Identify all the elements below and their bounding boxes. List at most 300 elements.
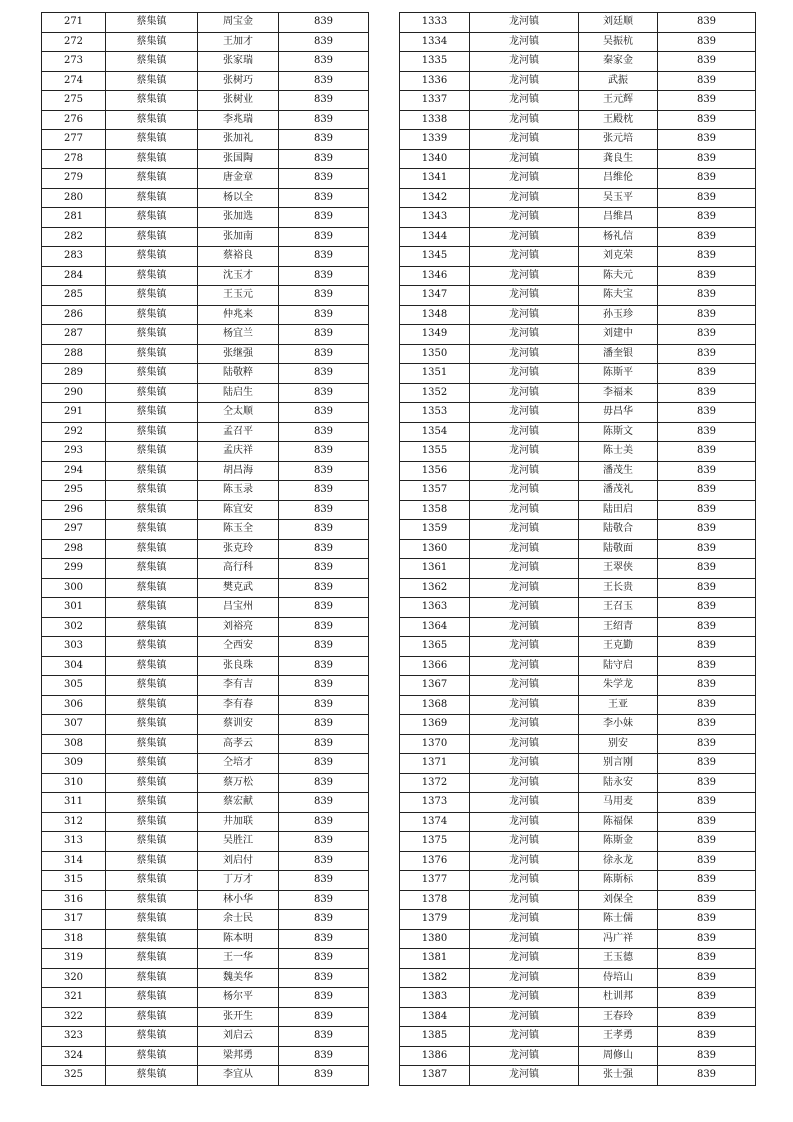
table-row [400, 851, 756, 871]
cell-row-number: 1349 [400, 325, 470, 345]
cell-row-number: 286 [42, 305, 106, 325]
cell-row-number: 279 [42, 169, 106, 189]
table-row [42, 910, 369, 930]
table-row [42, 1007, 369, 1027]
cell-person-name: 张树巧 [198, 71, 279, 91]
cell-row-number: 1347 [400, 286, 470, 306]
cell-amount: 839 [658, 988, 756, 1008]
cell-town-name: 龙河镇 [470, 890, 579, 910]
table-row [400, 559, 756, 579]
cell-row-number: 302 [42, 617, 106, 637]
cell-row-number: 271 [42, 13, 106, 33]
cell-amount: 839 [279, 500, 369, 520]
cell-amount: 839 [279, 617, 369, 637]
cell-person-name: 杨尔平 [198, 988, 279, 1008]
cell-row-number: 317 [42, 910, 106, 930]
cell-row-number: 287 [42, 325, 106, 345]
cell-town-name: 蔡集镇 [106, 734, 198, 754]
cell-town-name: 蔡集镇 [106, 149, 198, 169]
cell-person-name: 杜训邦 [579, 988, 658, 1008]
cell-row-number: 315 [42, 871, 106, 891]
table-row [400, 1007, 756, 1027]
cell-amount: 839 [279, 1046, 369, 1066]
cell-town-name: 蔡集镇 [106, 949, 198, 969]
cell-person-name: 陈玉全 [198, 520, 279, 540]
cell-row-number: 318 [42, 929, 106, 949]
table-row [400, 520, 756, 540]
cell-town-name: 龙河镇 [470, 286, 579, 306]
cell-town-name: 蔡集镇 [106, 169, 198, 189]
table-row [42, 325, 369, 345]
cell-amount: 839 [658, 403, 756, 423]
cell-row-number: 1375 [400, 832, 470, 852]
cell-town-name: 蔡集镇 [106, 1046, 198, 1066]
cell-row-number: 1343 [400, 208, 470, 228]
cell-row-number: 301 [42, 598, 106, 618]
cell-amount: 839 [658, 266, 756, 286]
cell-person-name: 别言刚 [579, 754, 658, 774]
cell-town-name: 龙河镇 [470, 734, 579, 754]
cell-amount: 839 [279, 286, 369, 306]
cell-amount: 839 [279, 422, 369, 442]
cell-row-number: 1346 [400, 266, 470, 286]
cell-row-number: 1361 [400, 559, 470, 579]
cell-person-name: 张元培 [579, 130, 658, 150]
cell-row-number: 296 [42, 500, 106, 520]
cell-row-number: 1348 [400, 305, 470, 325]
cell-person-name: 刘裕亮 [198, 617, 279, 637]
cell-row-number: 276 [42, 110, 106, 130]
cell-amount: 839 [658, 500, 756, 520]
table-row [400, 422, 756, 442]
cell-town-name: 蔡集镇 [106, 812, 198, 832]
cell-town-name: 龙河镇 [470, 715, 579, 735]
table-row [42, 188, 369, 208]
cell-person-name: 张国陶 [198, 149, 279, 169]
table-row [400, 832, 756, 852]
cell-amount: 839 [658, 52, 756, 72]
cell-row-number: 1387 [400, 1066, 470, 1086]
cell-amount: 839 [658, 32, 756, 52]
cell-amount: 839 [279, 364, 369, 384]
cell-person-name: 王召玉 [579, 598, 658, 618]
cell-town-name: 龙河镇 [470, 754, 579, 774]
cell-person-name: 王长贵 [579, 578, 658, 598]
cell-person-name: 王亚 [579, 695, 658, 715]
cell-person-name: 杨以全 [198, 188, 279, 208]
cell-amount: 839 [658, 91, 756, 111]
cell-row-number: 1365 [400, 637, 470, 657]
cell-person-name: 陈斯文 [579, 422, 658, 442]
table-row [42, 461, 369, 481]
cell-person-name: 陈士美 [579, 442, 658, 462]
cell-amount: 839 [279, 676, 369, 696]
cell-row-number: 273 [42, 52, 106, 72]
cell-town-name: 龙河镇 [470, 1027, 579, 1047]
cell-row-number: 272 [42, 32, 106, 52]
cell-row-number: 316 [42, 890, 106, 910]
cell-row-number: 1334 [400, 32, 470, 52]
cell-person-name: 周修山 [579, 1046, 658, 1066]
cell-town-name: 龙河镇 [470, 227, 579, 247]
cell-amount: 839 [279, 637, 369, 657]
cell-person-name: 吴玉平 [579, 188, 658, 208]
cell-person-name: 陈斯平 [579, 364, 658, 384]
table-row [42, 32, 369, 52]
cell-town-name: 龙河镇 [470, 32, 579, 52]
cell-person-name: 武振 [579, 71, 658, 91]
cell-amount: 839 [658, 949, 756, 969]
cell-amount: 839 [279, 598, 369, 618]
cell-town-name: 龙河镇 [470, 968, 579, 988]
cell-row-number: 1354 [400, 422, 470, 442]
cell-row-number: 311 [42, 793, 106, 813]
table-row [42, 676, 369, 696]
cell-person-name: 龚良生 [579, 149, 658, 169]
cell-amount: 839 [279, 149, 369, 169]
cell-amount: 839 [658, 539, 756, 559]
cell-person-name: 唐金章 [198, 169, 279, 189]
cell-person-name: 张加南 [198, 227, 279, 247]
cell-row-number: 1352 [400, 383, 470, 403]
cell-person-name: 侍培山 [579, 968, 658, 988]
cell-person-name: 吴振杭 [579, 32, 658, 52]
table-row [42, 929, 369, 949]
cell-town-name: 龙河镇 [470, 676, 579, 696]
table-row [42, 481, 369, 501]
cell-amount: 839 [658, 715, 756, 735]
cell-amount: 839 [279, 188, 369, 208]
cell-town-name: 龙河镇 [470, 929, 579, 949]
table-row [400, 793, 756, 813]
cell-person-name: 孟庆祥 [198, 442, 279, 462]
cell-row-number: 303 [42, 637, 106, 657]
cell-town-name: 蔡集镇 [106, 890, 198, 910]
cell-amount: 839 [658, 520, 756, 540]
table-row [400, 676, 756, 696]
cell-row-number: 1377 [400, 871, 470, 891]
table-row [400, 910, 756, 930]
cell-person-name: 胡昌海 [198, 461, 279, 481]
cell-town-name: 龙河镇 [470, 851, 579, 871]
cell-row-number: 1357 [400, 481, 470, 501]
cell-amount: 839 [279, 715, 369, 735]
cell-row-number: 277 [42, 130, 106, 150]
cell-town-name: 蔡集镇 [106, 247, 198, 267]
table-row [42, 559, 369, 579]
cell-person-name: 陈福保 [579, 812, 658, 832]
cell-person-name: 蔡万松 [198, 773, 279, 793]
cell-amount: 839 [658, 598, 756, 618]
cell-amount: 839 [279, 325, 369, 345]
cell-row-number: 1362 [400, 578, 470, 598]
cell-amount: 839 [658, 656, 756, 676]
cell-amount: 839 [279, 968, 369, 988]
cell-town-name: 蔡集镇 [106, 71, 198, 91]
cell-town-name: 龙河镇 [470, 520, 579, 540]
cell-row-number: 305 [42, 676, 106, 696]
cell-amount: 839 [279, 130, 369, 150]
cell-amount: 839 [279, 247, 369, 267]
cell-amount: 839 [658, 773, 756, 793]
cell-person-name: 潘奎银 [579, 344, 658, 364]
left-table-body [42, 13, 369, 1086]
left-table [41, 12, 369, 1086]
table-row [42, 754, 369, 774]
table-row [42, 715, 369, 735]
cell-person-name: 徐永龙 [579, 851, 658, 871]
cell-row-number: 1353 [400, 403, 470, 423]
table-row [400, 13, 756, 33]
table-row [42, 305, 369, 325]
table-row [42, 344, 369, 364]
cell-row-number: 314 [42, 851, 106, 871]
cell-town-name: 蔡集镇 [106, 32, 198, 52]
cell-town-name: 蔡集镇 [106, 520, 198, 540]
cell-town-name: 蔡集镇 [106, 344, 198, 364]
cell-person-name: 蔡训安 [198, 715, 279, 735]
cell-amount: 839 [658, 734, 756, 754]
cell-amount: 839 [658, 812, 756, 832]
cell-row-number: 293 [42, 442, 106, 462]
table-row [42, 539, 369, 559]
table-row [42, 968, 369, 988]
cell-town-name: 龙河镇 [470, 1046, 579, 1066]
cell-row-number: 292 [42, 422, 106, 442]
cell-amount: 839 [279, 169, 369, 189]
cell-amount: 839 [279, 442, 369, 462]
cell-town-name: 龙河镇 [470, 422, 579, 442]
table-row [400, 208, 756, 228]
cell-person-name: 王春玲 [579, 1007, 658, 1027]
cell-person-name: 秦家金 [579, 52, 658, 72]
cell-amount: 839 [279, 812, 369, 832]
cell-amount: 839 [279, 461, 369, 481]
cell-person-name: 朱学龙 [579, 676, 658, 696]
cell-person-name: 王加才 [198, 32, 279, 52]
cell-row-number: 283 [42, 247, 106, 267]
cell-person-name: 张加礼 [198, 130, 279, 150]
table-row [400, 344, 756, 364]
table-row [400, 734, 756, 754]
cell-amount: 839 [279, 52, 369, 72]
cell-amount: 839 [279, 403, 369, 423]
cell-row-number: 307 [42, 715, 106, 735]
cell-person-name: 陈宜安 [198, 500, 279, 520]
cell-town-name: 龙河镇 [470, 344, 579, 364]
cell-row-number: 319 [42, 949, 106, 969]
cell-person-name: 别安 [579, 734, 658, 754]
cell-amount: 839 [658, 910, 756, 930]
cell-row-number: 300 [42, 578, 106, 598]
cell-town-name: 蔡集镇 [106, 637, 198, 657]
table-row [400, 32, 756, 52]
cell-person-name: 蔡宏献 [198, 793, 279, 813]
cell-row-number: 290 [42, 383, 106, 403]
cell-row-number: 291 [42, 403, 106, 423]
cell-row-number: 304 [42, 656, 106, 676]
cell-town-name: 蔡集镇 [106, 227, 198, 247]
cell-row-number: 1382 [400, 968, 470, 988]
cell-person-name: 沈玉才 [198, 266, 279, 286]
cell-row-number: 1341 [400, 169, 470, 189]
cell-town-name: 蔡集镇 [106, 110, 198, 130]
cell-town-name: 龙河镇 [470, 1007, 579, 1027]
table-row [400, 188, 756, 208]
cell-person-name: 仲兆来 [198, 305, 279, 325]
cell-town-name: 龙河镇 [470, 188, 579, 208]
cell-person-name: 孟召平 [198, 422, 279, 442]
cell-amount: 839 [279, 656, 369, 676]
cell-person-name: 陆敬合 [579, 520, 658, 540]
cell-amount: 839 [658, 71, 756, 91]
cell-person-name: 张良珠 [198, 656, 279, 676]
cell-person-name: 刘启付 [198, 851, 279, 871]
cell-amount: 839 [658, 929, 756, 949]
cell-row-number: 1356 [400, 461, 470, 481]
cell-row-number: 322 [42, 1007, 106, 1027]
cell-row-number: 1380 [400, 929, 470, 949]
table-row [400, 617, 756, 637]
table-row [400, 91, 756, 111]
cell-amount: 839 [279, 305, 369, 325]
cell-person-name: 李宜从 [198, 1066, 279, 1086]
cell-person-name: 吴胜江 [198, 832, 279, 852]
table-row [42, 208, 369, 228]
cell-person-name: 仝太顺 [198, 403, 279, 423]
cell-person-name: 刘廷顺 [579, 13, 658, 33]
cell-town-name: 龙河镇 [470, 481, 579, 501]
cell-amount: 839 [279, 793, 369, 813]
table-row [400, 227, 756, 247]
cell-row-number: 1350 [400, 344, 470, 364]
cell-town-name: 蔡集镇 [106, 266, 198, 286]
cell-person-name: 陆永安 [579, 773, 658, 793]
cell-person-name: 陆敬粹 [198, 364, 279, 384]
cell-town-name: 龙河镇 [470, 52, 579, 72]
table-row [42, 52, 369, 72]
cell-person-name: 李福来 [579, 383, 658, 403]
cell-amount: 839 [658, 617, 756, 637]
cell-person-name: 张士强 [579, 1066, 658, 1086]
table-row [42, 578, 369, 598]
cell-amount: 839 [658, 1046, 756, 1066]
cell-person-name: 王绍青 [579, 617, 658, 637]
cell-town-name: 蔡集镇 [106, 325, 198, 345]
cell-town-name: 蔡集镇 [106, 773, 198, 793]
cell-person-name: 仝西安 [198, 637, 279, 657]
cell-row-number: 306 [42, 695, 106, 715]
cell-row-number: 1369 [400, 715, 470, 735]
cell-person-name: 李小妹 [579, 715, 658, 735]
cell-row-number: 294 [42, 461, 106, 481]
table-row [42, 500, 369, 520]
table-row [400, 305, 756, 325]
cell-amount: 839 [279, 578, 369, 598]
cell-town-name: 龙河镇 [470, 149, 579, 169]
cell-amount: 839 [658, 208, 756, 228]
cell-town-name: 蔡集镇 [106, 968, 198, 988]
cell-amount: 839 [658, 149, 756, 169]
cell-person-name: 潘茂礼 [579, 481, 658, 501]
cell-row-number: 1355 [400, 442, 470, 462]
cell-row-number: 1378 [400, 890, 470, 910]
cell-town-name: 龙河镇 [470, 266, 579, 286]
cell-town-name: 蔡集镇 [106, 715, 198, 735]
cell-person-name: 周宝金 [198, 13, 279, 33]
cell-row-number: 1336 [400, 71, 470, 91]
cell-amount: 839 [658, 344, 756, 364]
cell-town-name: 蔡集镇 [106, 91, 198, 111]
cell-town-name: 龙河镇 [470, 695, 579, 715]
cell-person-name: 陈斯标 [579, 871, 658, 891]
table-row [42, 383, 369, 403]
cell-town-name: 蔡集镇 [106, 188, 198, 208]
table-row [42, 442, 369, 462]
cell-amount: 839 [658, 793, 756, 813]
table-row [42, 169, 369, 189]
cell-town-name: 龙河镇 [470, 169, 579, 189]
cell-town-name: 龙河镇 [470, 91, 579, 111]
cell-row-number: 295 [42, 481, 106, 501]
table-row [400, 481, 756, 501]
cell-amount: 839 [279, 344, 369, 364]
cell-amount: 839 [658, 637, 756, 657]
cell-town-name: 龙河镇 [470, 617, 579, 637]
cell-town-name: 龙河镇 [470, 364, 579, 384]
cell-amount: 839 [658, 578, 756, 598]
cell-person-name: 梁邦勇 [198, 1046, 279, 1066]
cell-town-name: 龙河镇 [470, 1066, 579, 1086]
cell-person-name: 杨礼信 [579, 227, 658, 247]
cell-row-number: 1371 [400, 754, 470, 774]
cell-row-number: 324 [42, 1046, 106, 1066]
cell-person-name: 魏美华 [198, 968, 279, 988]
cell-row-number: 325 [42, 1066, 106, 1086]
table-row [400, 442, 756, 462]
cell-person-name: 陈斯金 [579, 832, 658, 852]
table-row [42, 598, 369, 618]
cell-town-name: 龙河镇 [470, 383, 579, 403]
table-row [400, 286, 756, 306]
table-row [400, 656, 756, 676]
cell-town-name: 蔡集镇 [106, 481, 198, 501]
cell-amount: 839 [279, 734, 369, 754]
cell-row-number: 1333 [400, 13, 470, 33]
cell-row-number: 278 [42, 149, 106, 169]
cell-person-name: 刘建中 [579, 325, 658, 345]
cell-town-name: 蔡集镇 [106, 578, 198, 598]
cell-row-number: 1345 [400, 247, 470, 267]
cell-person-name: 陈本明 [198, 929, 279, 949]
cell-amount: 839 [279, 13, 369, 33]
cell-town-name: 蔡集镇 [106, 656, 198, 676]
cell-person-name: 王一华 [198, 949, 279, 969]
cell-town-name: 龙河镇 [470, 247, 579, 267]
cell-person-name: 高孝云 [198, 734, 279, 754]
cell-person-name: 李有吉 [198, 676, 279, 696]
cell-row-number: 1363 [400, 598, 470, 618]
cell-town-name: 蔡集镇 [106, 52, 198, 72]
cell-amount: 839 [279, 32, 369, 52]
cell-amount: 839 [658, 481, 756, 501]
table-row [42, 988, 369, 1008]
cell-town-name: 龙河镇 [470, 442, 579, 462]
cell-town-name: 蔡集镇 [106, 208, 198, 228]
cell-town-name: 蔡集镇 [106, 1007, 198, 1027]
cell-row-number: 1368 [400, 695, 470, 715]
cell-amount: 839 [658, 188, 756, 208]
